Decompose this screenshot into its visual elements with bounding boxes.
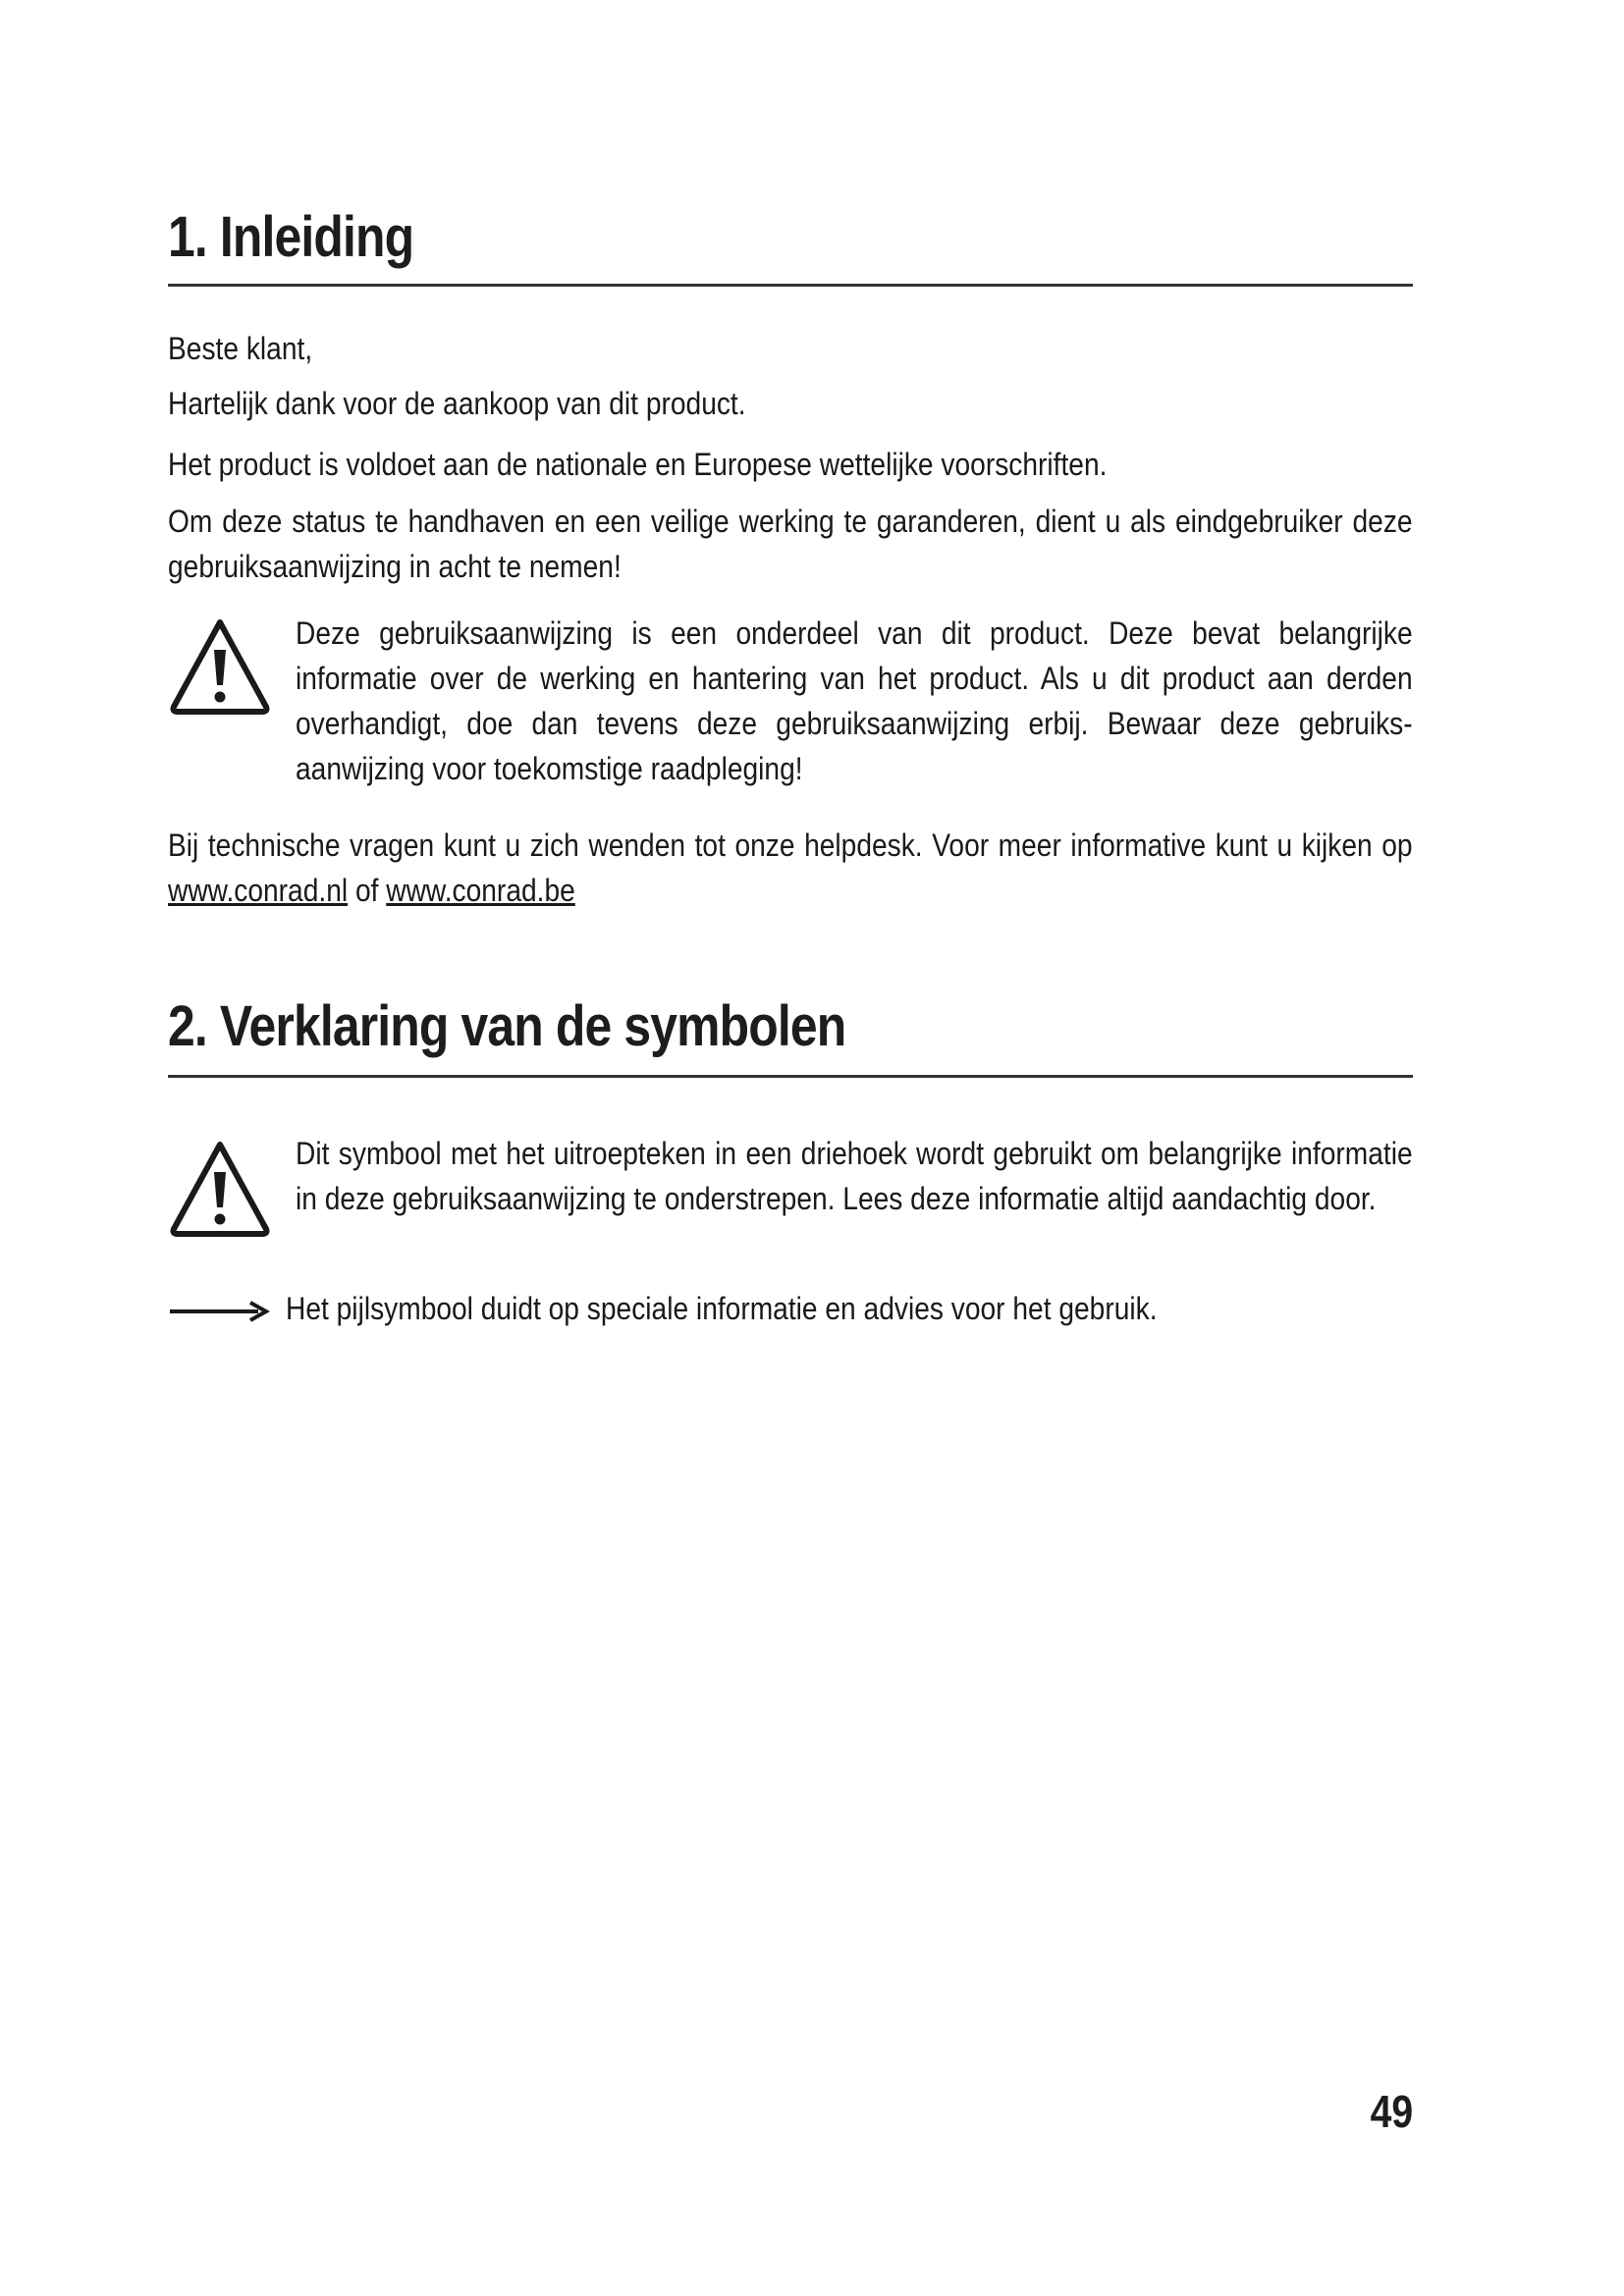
arrow-right-icon: [168, 1300, 270, 1323]
greeting: Beste klant,: [168, 331, 313, 366]
warning-triangle-icon: [168, 1139, 272, 1243]
thanks-paragraph: Hartelijk dank voor de aankoop van dit product.: [168, 386, 746, 421]
section-2-title: 2. Verklaring van de symbolen: [168, 994, 846, 1058]
section-2-divider: [168, 1075, 1413, 1078]
law-paragraph: Het product is voldoet aan de nationale en Europese wettelijke voorschriften.: [168, 447, 1108, 482]
arrow-symbol-text: Het pijlsymbool duidt op speciale informatie en advies voor het gebruik.: [286, 1291, 1158, 1326]
link-conrad-be[interactable]: www.conrad.be: [386, 873, 575, 908]
section-1-title: 1. Inleiding: [168, 205, 414, 269]
helpdesk-paragraph: Bij technische vragen kunt u zich wenden tot onze helpdesk. Voor meer informative kunt u kijken op www.conrad.nl of www.conrad.be: [168, 828, 1413, 908]
link-conrad-nl[interactable]: www.conrad.nl: [168, 873, 349, 908]
page-number: 49: [1370, 2086, 1413, 2137]
section-1-divider: [168, 284, 1413, 287]
warning-symbol-text: Dit symbool met het uitroepteken in een driehoek wordt gebruikt om belangrijke informatie in deze gebruiksaanwijzing te onderstrepen. Lees deze informatie altijd aandachtig door.: [296, 1136, 1413, 1216]
arrow-symbol-explanation: [168, 1286, 1413, 1335]
warning-triangle-icon: [168, 616, 272, 721]
document-page: [168, 0, 1413, 2296]
warning-callout-text: Deze gebruiksaanwijzing is een onderdeel van dit product. Deze bevat belangrijke informatie over de werking en hantering van het product. Als u dit product aan derden overhandigt, doe dan tevens deze gebruiksaanwijzing erbij. Bewaar deze gebruiks-aanwijzing voor toekomstige raadpleging!: [296, 615, 1413, 786]
status-paragraph: Om deze status te handhaven en een veilige werking te garanderen, dient u als eindgebruiker deze gebruiksaanwijzing in acht te nemen!: [168, 504, 1413, 584]
